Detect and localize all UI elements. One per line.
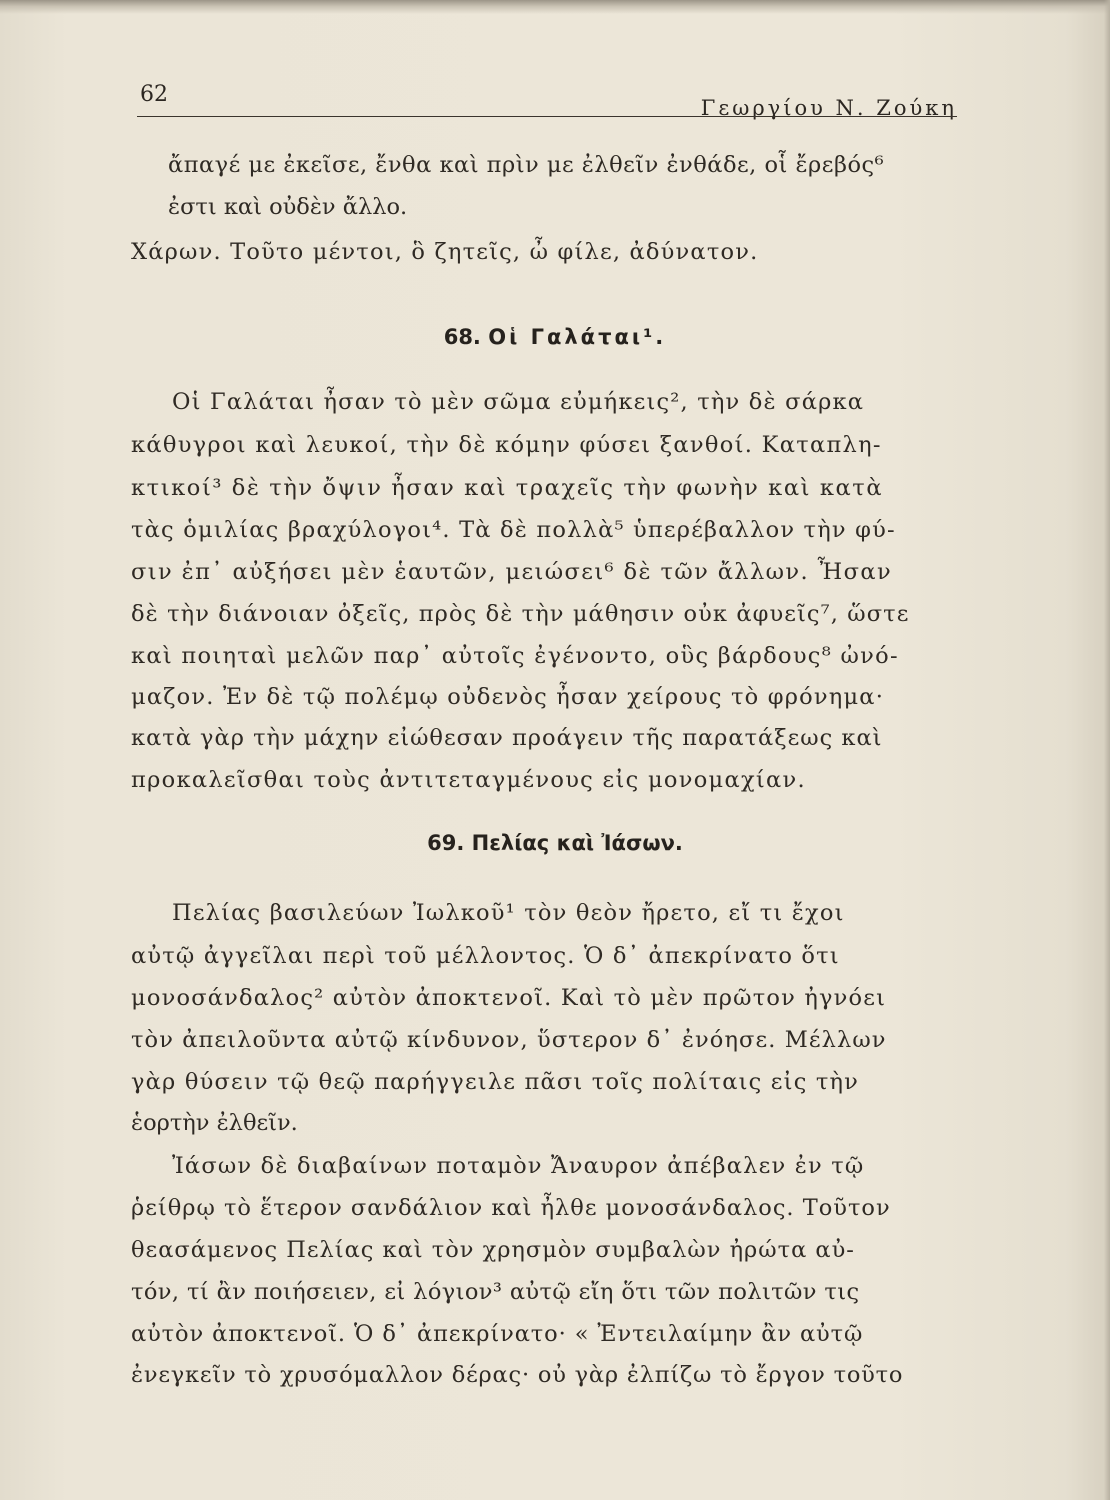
text-line: μονοσάνδαλος² αὐτὸν ἀποκτενοῖ. Καὶ τὸ μὲν πρῶτον ἠγνόει: [131, 985, 887, 1011]
text-line: αὐτῷ ἀγγεῖλαι περὶ τοῦ μέλλοντος. Ὁ δ᾿ ἀπεκρίνατο ὅτι: [131, 943, 840, 969]
text-line: Ἰάσων δὲ διαβαίνων ποταμὸν Ἄναυρον ἀπέβαλεν ἐν τῷ: [172, 1153, 865, 1179]
text-line: ἐνεγκεῖν τὸ χρυσόμαλλον δέρας· οὐ γὰρ ἐλπίζω τὸ ἔργον τοῦτο: [131, 1362, 904, 1388]
page-right-edge: [1104, 0, 1110, 1500]
text-line: καὶ ποιηταὶ μελῶν παρ᾿ αὐτοῖς ἐγένοντο, οὓς βάρδους⁸ ὠνό-: [131, 643, 899, 669]
text-line: Χάρων. Τοῦτο μέντοι, ὃ ζητεῖς, ὦ φίλε, ἀδύνατον.: [131, 239, 759, 265]
section-title: Πελίας καὶ Ἰάσων.: [471, 831, 683, 855]
text-line: σιν ἐπ᾿ αὐξήσει μὲν ἑαυτῶν, μειώσει⁶ δὲ τῶν ἄλλων. Ἦσαν: [131, 559, 893, 585]
section-number: 69.: [427, 831, 465, 855]
text-line: κάθυγροι καὶ λευκοί, τὴν δὲ κόμην φύσει ξανθοί. Καταπλη-: [131, 432, 882, 458]
text-line: κατὰ γὰρ τὴν μάχην εἰώθεσαν προάγειν τῆς παρατάξεως καὶ: [131, 725, 883, 751]
text-line: αὐτὸν ἀποκτενοῖ. Ὁ δ᾿ ἀπεκρίνατο· « Ἐντειλαίμην ἂν αὐτῷ: [131, 1321, 864, 1347]
text-line: κτικοί³ δὲ τὴν ὄψιν ἦσαν καὶ τραχεῖς τὴν φωνὴν καὶ κατὰ: [131, 475, 884, 501]
page-top-edge: [0, 0, 1110, 14]
text-line: ῥείθρῳ τὸ ἕτερον σανδάλιον καὶ ἦλθε μονοσάνδαλος. Τοῦτον: [131, 1195, 891, 1221]
text-line: τόν, τί ἂν ποιήσειεν, εἰ λόγιον³ αὐτῷ εἴη ὅτι τῶν πολιτῶν τις: [131, 1279, 860, 1305]
section-heading-68: [0, 325, 1110, 349]
text-line: τὸν ἀπειλοῦντα αὐτῷ κίνδυνον, ὕστερον δ᾿ ἐνόησε. Μέλλων: [131, 1027, 887, 1053]
section-number: 68.: [443, 325, 481, 349]
page-number: 62: [140, 82, 168, 107]
text-line: γὰρ θύσειν τῷ θεῷ παρήγγειλε πᾶσι τοῖς πολίταις εἰς τὴν: [131, 1069, 860, 1095]
page-header: [137, 78, 957, 120]
text-line: θεασάμενος Πελίας καὶ τὸν χρησμὸν συμβαλὼν ἠρώτα αὐ-: [131, 1237, 855, 1263]
text-line: προκαλεῖσθαι τοὺς ἀντιτεταγμένους εἰς μονομαχίαν.: [131, 767, 806, 793]
text-line: μαζον. Ἐν δὲ τῷ πολέμῳ οὐδενὸς ἦσαν χείρους τὸ φρόνημα·: [131, 684, 885, 710]
text-line: Οἱ Γαλάται ἦσαν τὸ μὲν σῶμα εὐμήκεις², τὴν δὲ σάρκα: [172, 389, 865, 415]
text-line: τὰς ὁμιλίας βραχύλογοι⁴. Τὰ δὲ πολλὰ⁵ ὑπερέβαλλον τὴν φύ-: [131, 517, 896, 543]
text-line: ἄπαγέ με ἐκεῖσε, ἔνθα καὶ πρὶν με ἐλθεῖν ἐνθάδε, οἷ ἔρεβός⁶: [168, 152, 885, 178]
text-line: δὲ τὴν διάνοιαν ὀξεῖς, πρὸς δὲ τὴν μάθησιν οὐκ ἀφυεῖς⁷, ὥστε: [131, 601, 910, 627]
running-head: Γεωργίου Ν. Ζούκη: [700, 96, 957, 120]
text-line: ἑορτὴν ἐλθεῖν.: [131, 1110, 298, 1136]
text-line: ἐστι καὶ οὐδὲν ἄλλο.: [168, 194, 408, 220]
text-line: Πελίας βασιλεύων Ἰωλκοῦ¹ τὸν θεὸν ἤρετο, εἴ τι ἔχοι: [172, 900, 845, 926]
header-rule: [137, 116, 957, 117]
section-title: Οἱ Γαλάται¹.: [488, 325, 667, 349]
section-heading-69: [0, 831, 1110, 855]
